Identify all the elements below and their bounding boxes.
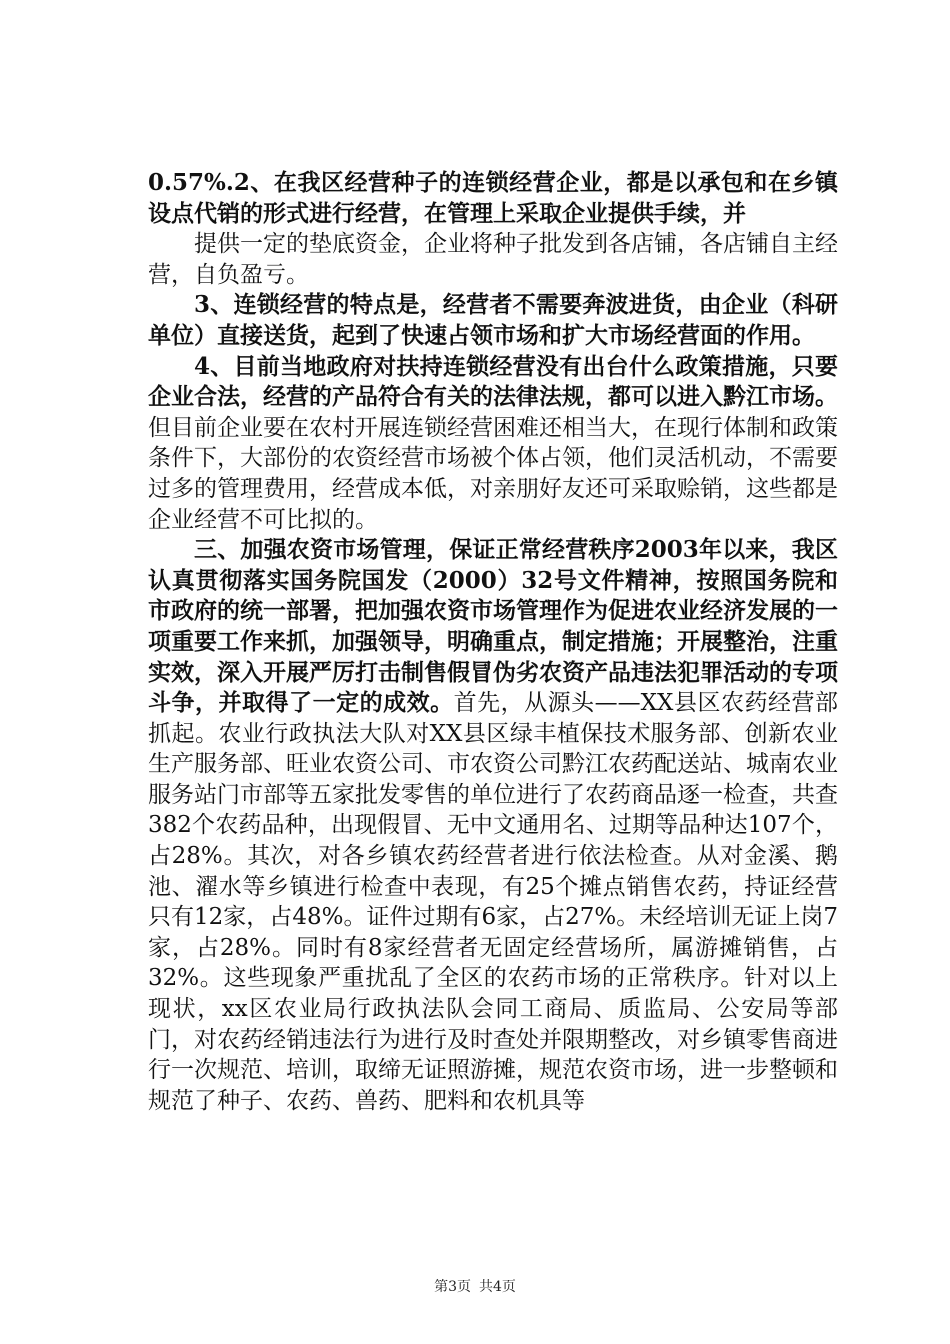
paragraph-4-text: 但目前企业要在农村开展连锁经营困难还相当大，在现行体制和政策条件下，大部份的农资经营市场被个体占领，他们灵活机动，不需要过多的管理费用，经营成本低，对亲朋好友还可采取赊销，这些都是企业经营不可比拟的。 bbox=[148, 414, 838, 533]
page-number: 第3页 bbox=[434, 1279, 471, 1295]
paragraph-3-text: 3、连锁经营的特点是，经营者不需要奔波进货，由企业（科研单位）直接送货，起到了快速占领市场和扩大市场经营面的作用。 bbox=[148, 291, 838, 349]
document-body bbox=[148, 168, 838, 1116]
paragraph-4 bbox=[148, 352, 838, 536]
page-total: 共4页 bbox=[479, 1279, 516, 1295]
paragraph-5 bbox=[148, 535, 838, 1116]
paragraph-5-text: 首先，从源头——XX县区农药经营部抓起。农业行政执法大队对XX县区绿丰植保技术服务部、创新农业生产服务部、旺业农资公司、市农资公司黔江农药配送站、城南农业服务站门市部等五家批发零售的单位进行了农药商品逐一检查，共查382个农药品种，出现假冒、无中文通用名、过期等品种达107个，占28%。其次，对各乡镇农药经营者进行依法检查。从对金溪、鹅池、濯水等乡镇进行检查中表现，有25个摊点销售农药，持证经营只有12家，占48%。证件过期有6家，占27%。未经培训无证上岗7家，占28%。同时有8家经营者无固定经营场所，属游摊销售，占32%。这些现象严重扰乱了全区的农药市场的正常秩序。针对以上现状，xx区农业局行政执法队会同工商局、质监局、公安局等部门，对农药经销违法行为进行及时查处并限期整改，对乡镇零售商进行一次规范、培训，取缔无证照游摊，规范农资市场，进一步整顿和规范了种子、农药、兽药、肥料和农机具等 bbox=[148, 690, 838, 1114]
paragraph-2-text: 提供一定的垫底资金，企业将种子批发到各店铺，各店铺自主经营，自负盈亏。 bbox=[148, 231, 838, 288]
paragraph-3 bbox=[148, 290, 838, 351]
paragraph-2 bbox=[148, 229, 838, 290]
paragraph-5-bold-text: 三、加强农资市场管理，保证正常经营秩序2003年以来，我区认真贯彻落实国务院国发（2000）32号文件精神，按照国务院和市政府的统一部署，把加强农资市场管理作为促进农业经济发展的一项重要工作来抓，加强领导，明确重点，制定措施；开展整治，注重实效，深入开展严厉打击制售假冒伪劣农资产品违法犯罪活动的专项斗争，并取得了一定的成效。 bbox=[148, 536, 838, 717]
page-footer bbox=[0, 1276, 950, 1296]
paragraph-1 bbox=[148, 168, 838, 229]
paragraph-1-text: 0.57%.2、在我区经营种子的连锁经营企业，都是以承包和在乡镇设点代销的形式进行经营，在管理上采取企业提供手续，并 bbox=[148, 169, 838, 227]
paragraph-4-bold-text: 4、目前当地政府对扶持连锁经营没有出台什么政策措施，只要企业合法，经营的产品符合有关的法律法规，都可以进入黔江市场。 bbox=[148, 352, 838, 411]
